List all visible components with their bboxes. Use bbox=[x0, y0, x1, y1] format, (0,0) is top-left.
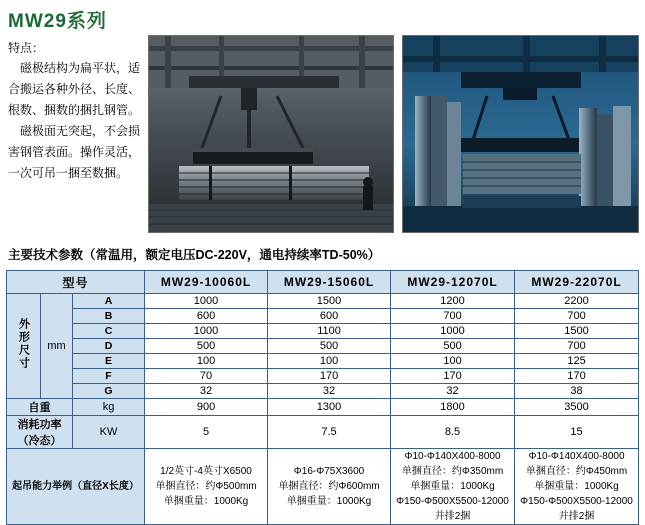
example-3-line-2: 单捆直径：约Φ350mm bbox=[401, 466, 504, 477]
header-model-2: MW29-15060L bbox=[268, 271, 391, 294]
weight-unit: kg bbox=[73, 399, 145, 416]
example-4-line-1: Φ10-Φ140X400-8000 bbox=[528, 451, 625, 462]
photo-steel-pipes-lifting bbox=[148, 35, 394, 233]
dim-b-value-2: 600 bbox=[268, 309, 391, 324]
dim-c-value-2: 1100 bbox=[268, 324, 391, 339]
dim-b-value-1: 600 bbox=[145, 309, 268, 324]
page-title: MW29系列 bbox=[8, 11, 107, 32]
dim-g-value-4: 38 bbox=[515, 384, 639, 399]
power-value-1: 5 bbox=[145, 416, 268, 449]
power-label: 消耗功率（冷态） bbox=[7, 416, 73, 449]
description-paragraph-1: 磁极结构为扁平状，适合搬运各种外径、长度、根数、捆数的捆扎钢管。 bbox=[8, 61, 141, 117]
dimension-group-label: 外形尺寸 bbox=[7, 294, 41, 399]
dim-e-value-2: 100 bbox=[268, 354, 391, 369]
table-row-dim-f bbox=[7, 369, 639, 384]
description-paragraph-2: 磁极面无突起，不会损害钢管表面。操作灵活，一次可吊一捆至数捆。 bbox=[8, 124, 141, 180]
table-header-row bbox=[7, 271, 639, 294]
dim-f-value-1: 70 bbox=[145, 369, 268, 384]
dim-b-value-3: 700 bbox=[391, 309, 515, 324]
table-row-dim-b bbox=[7, 309, 639, 324]
dim-e-value-4: 125 bbox=[515, 354, 639, 369]
table-row-dim-c bbox=[7, 324, 639, 339]
dim-b-value-4: 700 bbox=[515, 309, 639, 324]
table-row-dim-a bbox=[7, 294, 639, 309]
table-row-dim-g bbox=[7, 384, 639, 399]
dim-name-g: G bbox=[73, 384, 145, 399]
dim-a-value-2: 1500 bbox=[268, 294, 391, 309]
example-4-line-4: Φ150-Φ500X5500-12000 bbox=[520, 496, 633, 507]
dim-c-value-3: 1000 bbox=[391, 324, 515, 339]
header-model-1: MW29-10060L bbox=[145, 271, 268, 294]
power-value-3: 8.5 bbox=[391, 416, 515, 449]
dim-f-value-2: 170 bbox=[268, 369, 391, 384]
dim-f-value-4: 170 bbox=[515, 369, 639, 384]
table-row-dim-e bbox=[7, 354, 639, 369]
dim-name-d: D bbox=[73, 339, 145, 354]
dim-f-value-3: 170 bbox=[391, 369, 515, 384]
table-row-weight bbox=[7, 399, 639, 416]
example-3-line-1: Φ10-Φ140X400-8000 bbox=[404, 451, 501, 462]
example-3-line-5: 并排2捆 bbox=[434, 511, 471, 522]
photo-steel-pipes-stack bbox=[402, 35, 639, 233]
dim-e-value-1: 100 bbox=[145, 354, 268, 369]
weight-value-2: 1300 bbox=[268, 399, 391, 416]
example-cell-2 bbox=[268, 449, 391, 525]
dim-d-value-4: 700 bbox=[515, 339, 639, 354]
weight-value-1: 900 bbox=[145, 399, 268, 416]
dim-name-c: C bbox=[73, 324, 145, 339]
header-model: 型号 bbox=[7, 271, 145, 294]
table-row-power bbox=[7, 416, 639, 449]
dim-g-value-1: 32 bbox=[145, 384, 268, 399]
dim-name-e: E bbox=[73, 354, 145, 369]
dim-c-value-1: 1000 bbox=[145, 324, 268, 339]
dim-g-value-2: 32 bbox=[268, 384, 391, 399]
example-cell-4 bbox=[515, 449, 639, 525]
dim-name-b: B bbox=[73, 309, 145, 324]
header-model-3: MW29-12070L bbox=[391, 271, 515, 294]
example-3-line-3: 单捆重量：1000Kg bbox=[410, 481, 495, 492]
dim-a-value-4: 2200 bbox=[515, 294, 639, 309]
example-4-line-3: 单捆重量：1000Kg bbox=[534, 481, 619, 492]
dim-name-a: A bbox=[73, 294, 145, 309]
example-1-line-3: 单捆重量：1000Kg bbox=[163, 496, 249, 507]
example-1-line-2: 单捆直径：约Φ500mm bbox=[155, 481, 257, 492]
dim-a-value-3: 1200 bbox=[391, 294, 515, 309]
power-value-4: 15 bbox=[515, 416, 639, 449]
example-2-line-3: 单捆重量：1000Kg bbox=[286, 496, 372, 507]
dim-d-value-3: 500 bbox=[391, 339, 515, 354]
example-2-line-2: 单捆直径：约Φ600mm bbox=[278, 481, 380, 492]
dim-a-value-1: 1000 bbox=[145, 294, 268, 309]
example-label: 起吊能力举例（直径X长度） bbox=[7, 449, 145, 525]
dim-d-value-1: 500 bbox=[145, 339, 268, 354]
weight-label: 自重 bbox=[7, 399, 73, 416]
header-model-4: MW29-22070L bbox=[515, 271, 639, 294]
example-4-line-5: 并排2捆 bbox=[558, 511, 595, 522]
example-cell-3 bbox=[391, 449, 515, 525]
dim-c-value-4: 1500 bbox=[515, 324, 639, 339]
example-4-line-2: 单捆直径：约Φ450mm bbox=[525, 466, 628, 477]
example-cell-1 bbox=[145, 449, 268, 525]
power-unit: KW bbox=[73, 416, 145, 449]
description-lead: 特点： bbox=[8, 41, 45, 55]
dimension-unit: mm bbox=[41, 294, 73, 399]
dim-d-value-2: 500 bbox=[268, 339, 391, 354]
table-row-dim-d bbox=[7, 339, 639, 354]
weight-value-4: 3500 bbox=[515, 399, 639, 416]
spec-table bbox=[6, 270, 639, 525]
example-2-line-1: Φ16-Φ75X3600 bbox=[293, 466, 365, 477]
table-row-examples bbox=[7, 449, 639, 525]
power-value-2: 7.5 bbox=[268, 416, 391, 449]
weight-value-3: 1800 bbox=[391, 399, 515, 416]
section-heading: 主要技术参数（常温用，额定电压DC-220V，通电持续率TD-50%） bbox=[8, 248, 381, 262]
dim-g-value-3: 32 bbox=[391, 384, 515, 399]
example-3-line-4: Φ150-Φ500X5500-12000 bbox=[396, 496, 509, 507]
example-1-line-1: 1/2英寸-4英寸X6500 bbox=[160, 466, 252, 477]
dim-e-value-3: 100 bbox=[391, 354, 515, 369]
description-block bbox=[8, 38, 140, 184]
dim-name-f: F bbox=[73, 369, 145, 384]
